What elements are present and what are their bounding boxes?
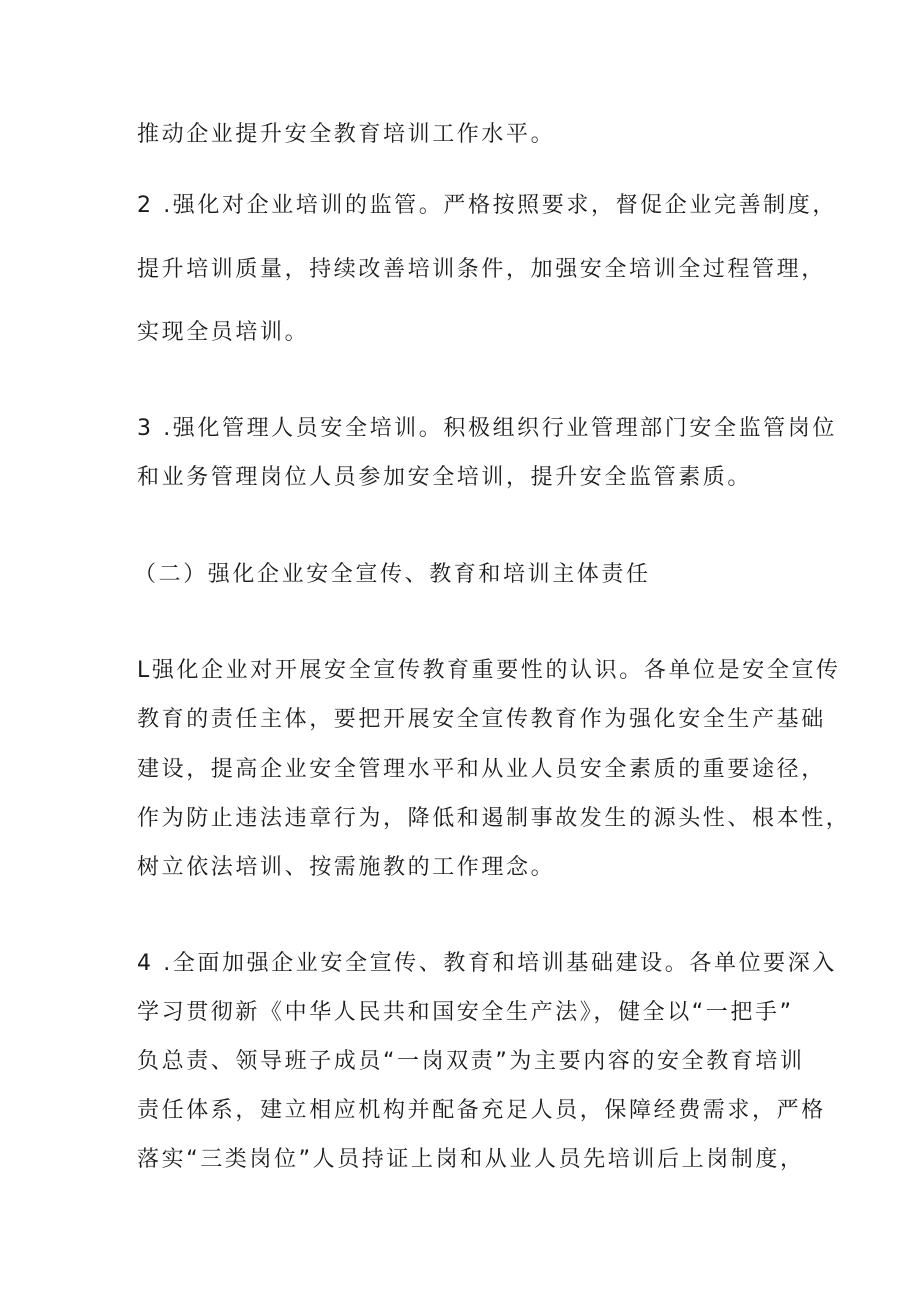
- text-line: 学习贯彻新《中华人民共和国安全生产法》，健全以“一把手”: [137, 1000, 794, 1025]
- text-line: L强化企业对开展安全宣传教育重要性的认识。各单位是安全宣传: [137, 658, 841, 683]
- text-line: 责任体系，建立相应机构并配备充足人员，保障经费需求，严格: [137, 1098, 826, 1123]
- text-line: 负总责、领导班子成员“一岗双责”为主要内容的安全教育培训: [137, 1049, 805, 1074]
- text-line: 建设，提高企业安全管理水平和从业人员安全素质的重要途径，: [137, 757, 826, 782]
- text-line: 落实“三类岗位”人员持证上岗和从业人员先培训后上岗制度，: [137, 1147, 805, 1172]
- text-line: 和业务管理岗位人员参加安全培训，提升安全监管素质。: [137, 465, 753, 490]
- text-line: 2 .强化对企业培训的监管。严格按照要求，督促企业完善制度，: [137, 193, 837, 218]
- text-line: 作为防止违法违章行为，降低和遏制事故发生的源头性、根本性，: [137, 806, 851, 831]
- section-heading: （二）强化企业安全宣传、教育和培训主体责任: [134, 562, 651, 587]
- text-line: 3 .强化管理人员安全培训。积极组织行业管理部门安全监管岗位: [137, 416, 837, 441]
- text-line: 提升培训质量，持续改善培训条件，加强安全培训全过程管理，: [137, 257, 826, 282]
- text-line: 推动企业提升安全教育培训工作水平。: [137, 122, 556, 147]
- text-line: 4 .全面加强企业安全宣传、教育和培训基础建设。各单位要深入: [137, 951, 837, 976]
- text-line: 实现全员培训。: [137, 320, 310, 345]
- text-line: 树立依法培训、按需施教的工作理念。: [137, 855, 556, 880]
- text-line: 教育的责任主体，要把开展安全宣传教育作为强化安全生产基础: [137, 707, 826, 732]
